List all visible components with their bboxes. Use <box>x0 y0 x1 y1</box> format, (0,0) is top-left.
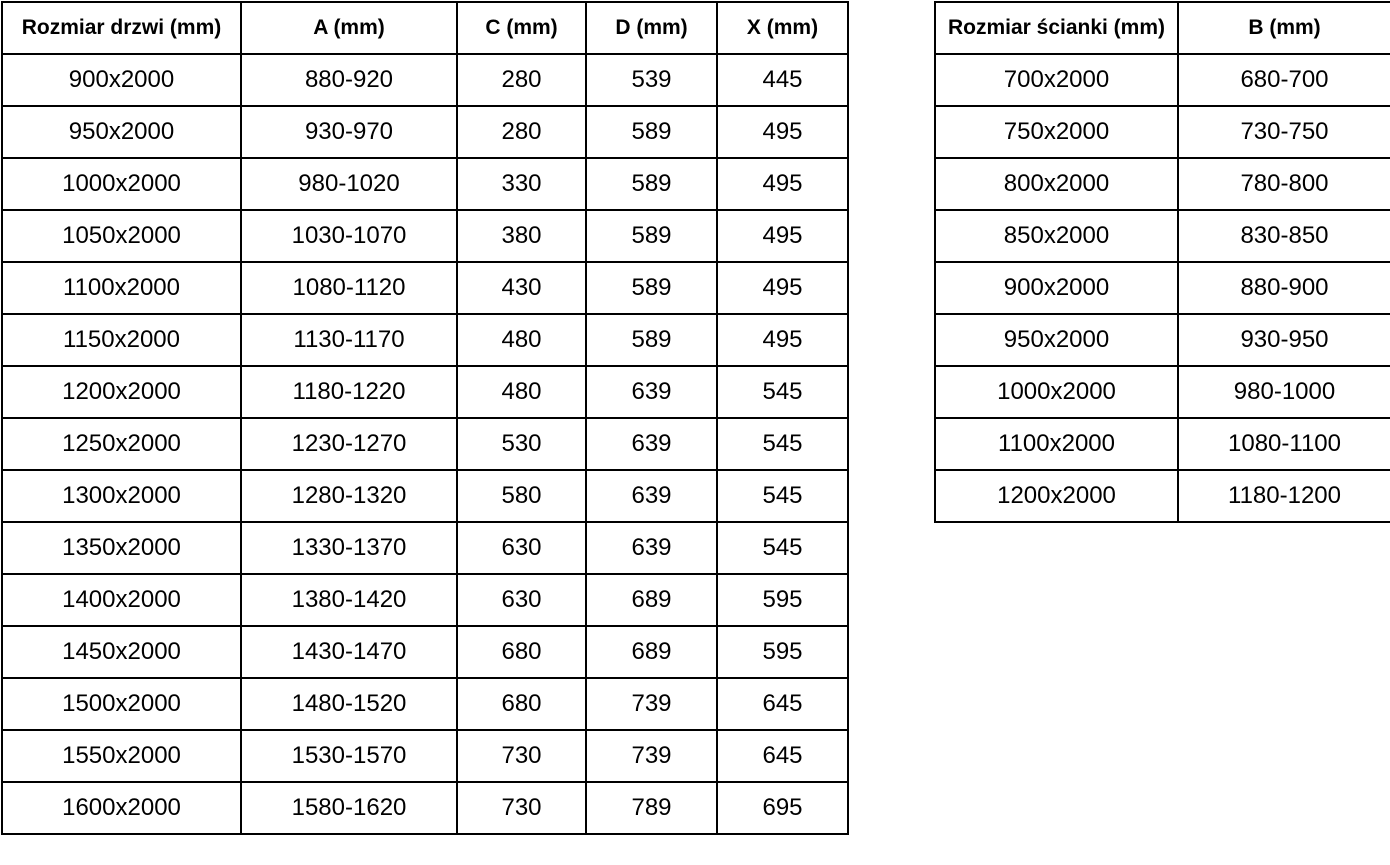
table-cell: 689 <box>586 574 717 626</box>
table-cell: 1130-1170 <box>241 314 457 366</box>
table-cell: 1500x2000 <box>2 678 241 730</box>
table-cell: 530 <box>457 418 586 470</box>
table-cell: 880-900 <box>1178 262 1390 314</box>
table-row <box>2 626 848 678</box>
table-cell: 780-800 <box>1178 158 1390 210</box>
table-cell: 739 <box>586 730 717 782</box>
table-row <box>2 678 848 730</box>
table-cell: 1180-1200 <box>1178 470 1390 522</box>
table-cell: 730-750 <box>1178 106 1390 158</box>
table-row <box>935 314 1390 366</box>
table-cell: 630 <box>457 522 586 574</box>
door-sizes-header-row <box>2 2 848 54</box>
table-row <box>2 418 848 470</box>
table-cell: 1250x2000 <box>2 418 241 470</box>
table-cell: 950x2000 <box>935 314 1178 366</box>
table-cell: 950x2000 <box>2 106 241 158</box>
table-cell: 1530-1570 <box>241 730 457 782</box>
table-cell: 589 <box>586 262 717 314</box>
table-cell: 480 <box>457 366 586 418</box>
table-cell: 495 <box>717 210 848 262</box>
table-cell: 545 <box>717 470 848 522</box>
table-cell: 589 <box>586 314 717 366</box>
table-cell: 730 <box>457 730 586 782</box>
table-cell: 1400x2000 <box>2 574 241 626</box>
door-sizes-header-cell: C (mm) <box>457 2 586 54</box>
table-row <box>2 210 848 262</box>
wall-panel-sizes-header-cell: B (mm) <box>1178 2 1390 54</box>
table-cell: 639 <box>586 366 717 418</box>
table-cell: 330 <box>457 158 586 210</box>
door-sizes-header-cell: D (mm) <box>586 2 717 54</box>
table-cell: 1100x2000 <box>2 262 241 314</box>
table-row <box>935 366 1390 418</box>
table-cell: 1080-1120 <box>241 262 457 314</box>
table-cell: 980-1020 <box>241 158 457 210</box>
table-cell: 930-950 <box>1178 314 1390 366</box>
table-row <box>935 54 1390 106</box>
table-cell: 1180-1220 <box>241 366 457 418</box>
table-cell: 595 <box>717 574 848 626</box>
table-cell: 380 <box>457 210 586 262</box>
table-cell: 645 <box>717 730 848 782</box>
table-cell: 900x2000 <box>2 54 241 106</box>
table-cell: 1380-1420 <box>241 574 457 626</box>
table-row <box>935 210 1390 262</box>
table-cell: 880-920 <box>241 54 457 106</box>
door-sizes-table <box>1 1 849 835</box>
door-sizes-header-cell: A (mm) <box>241 2 457 54</box>
table-cell: 1080-1100 <box>1178 418 1390 470</box>
table-cell: 589 <box>586 158 717 210</box>
table-row <box>2 730 848 782</box>
table-cell: 800x2000 <box>935 158 1178 210</box>
table-cell: 639 <box>586 522 717 574</box>
table-cell: 1430-1470 <box>241 626 457 678</box>
table-cell: 789 <box>586 782 717 834</box>
table-cell: 545 <box>717 418 848 470</box>
table-cell: 495 <box>717 262 848 314</box>
table-cell: 1280-1320 <box>241 470 457 522</box>
table-row <box>935 262 1390 314</box>
table-cell: 980-1000 <box>1178 366 1390 418</box>
table-cell: 545 <box>717 366 848 418</box>
table-cell: 1230-1270 <box>241 418 457 470</box>
table-cell: 1300x2000 <box>2 470 241 522</box>
table-cell: 1150x2000 <box>2 314 241 366</box>
table-row <box>2 574 848 626</box>
table-cell: 1550x2000 <box>2 730 241 782</box>
table-cell: 730 <box>457 782 586 834</box>
table-cell: 700x2000 <box>935 54 1178 106</box>
table-cell: 1100x2000 <box>935 418 1178 470</box>
table-row <box>2 366 848 418</box>
table-cell: 1030-1070 <box>241 210 457 262</box>
table-cell: 639 <box>586 418 717 470</box>
table-row <box>2 782 848 834</box>
table-row <box>2 470 848 522</box>
table-cell: 1200x2000 <box>935 470 1178 522</box>
table-row <box>935 470 1390 522</box>
table-cell: 830-850 <box>1178 210 1390 262</box>
table-cell: 645 <box>717 678 848 730</box>
table-cell: 1350x2000 <box>2 522 241 574</box>
table-cell: 280 <box>457 106 586 158</box>
table-cell: 680-700 <box>1178 54 1390 106</box>
table-cell: 480 <box>457 314 586 366</box>
table-cell: 1580-1620 <box>241 782 457 834</box>
table-cell: 539 <box>586 54 717 106</box>
table-cell: 689 <box>586 626 717 678</box>
door-sizes-header-cell: Rozmiar drzwi (mm) <box>2 2 241 54</box>
table-cell: 680 <box>457 626 586 678</box>
door-sizes-header-cell: X (mm) <box>717 2 848 54</box>
table-cell: 680 <box>457 678 586 730</box>
table-cell: 495 <box>717 314 848 366</box>
table-cell: 545 <box>717 522 848 574</box>
table-cell: 589 <box>586 210 717 262</box>
table-cell: 850x2000 <box>935 210 1178 262</box>
table-row <box>935 106 1390 158</box>
table-row <box>935 418 1390 470</box>
wall-panel-sizes-header-row <box>935 2 1390 54</box>
table-cell: 495 <box>717 106 848 158</box>
table-cell: 639 <box>586 470 717 522</box>
table-cell: 595 <box>717 626 848 678</box>
table-row <box>935 158 1390 210</box>
wall-panel-sizes-table <box>934 1 1390 523</box>
table-cell: 1000x2000 <box>935 366 1178 418</box>
table-cell: 430 <box>457 262 586 314</box>
table-cell: 589 <box>586 106 717 158</box>
table-cell: 695 <box>717 782 848 834</box>
table-row <box>2 106 848 158</box>
table-cell: 1480-1520 <box>241 678 457 730</box>
table-cell: 580 <box>457 470 586 522</box>
table-cell: 1200x2000 <box>2 366 241 418</box>
table-row <box>2 54 848 106</box>
table-cell: 1450x2000 <box>2 626 241 678</box>
table-row <box>2 158 848 210</box>
table-cell: 1600x2000 <box>2 782 241 834</box>
table-cell: 1000x2000 <box>2 158 241 210</box>
table-row <box>2 262 848 314</box>
table-cell: 900x2000 <box>935 262 1178 314</box>
table-row <box>2 522 848 574</box>
table-cell: 739 <box>586 678 717 730</box>
table-cell: 930-970 <box>241 106 457 158</box>
table-cell: 495 <box>717 158 848 210</box>
table-cell: 750x2000 <box>935 106 1178 158</box>
wall-panel-sizes-header-cell: Rozmiar ścianki (mm) <box>935 2 1178 54</box>
table-cell: 1330-1370 <box>241 522 457 574</box>
table-cell: 1050x2000 <box>2 210 241 262</box>
table-cell: 445 <box>717 54 848 106</box>
table-cell: 630 <box>457 574 586 626</box>
table-row <box>2 314 848 366</box>
table-cell: 280 <box>457 54 586 106</box>
